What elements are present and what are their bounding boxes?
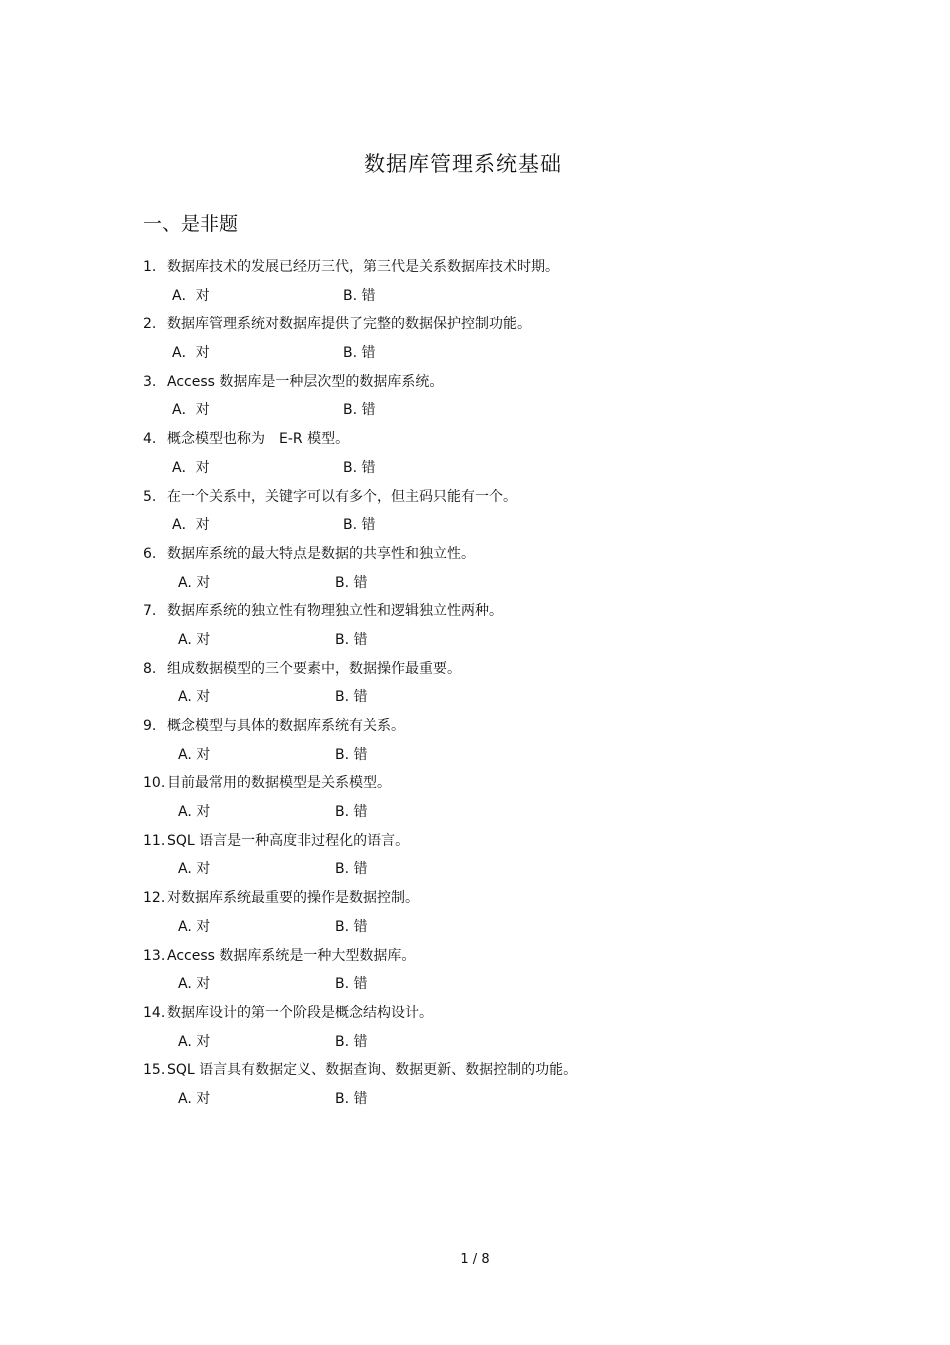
question-number: 11.: [143, 832, 166, 849]
question-number: 7.: [143, 603, 157, 620]
question-number: 14.: [143, 1004, 166, 1021]
option-a-true: A. 对: [178, 746, 211, 763]
question-number: 1.: [143, 259, 157, 275]
answer-options: [143, 399, 863, 428]
question-text: SQL 语言具有数据定义、数据查询、数据更新、数据控制的功能。: [167, 1062, 578, 1079]
answer-options: [143, 572, 863, 601]
option-a-true: A. 对: [178, 631, 211, 648]
question-line: [143, 428, 349, 450]
answer-options: [143, 858, 863, 887]
question-item: [143, 1002, 863, 1031]
question-line: [143, 715, 405, 737]
question-list: [143, 256, 863, 1117]
question-text: 概念模型也称为 E-R 模型。: [167, 431, 350, 448]
option-b-false: B. 错: [343, 402, 376, 419]
question-number: 8.: [143, 660, 157, 677]
option-b-false: B. 错: [335, 861, 368, 878]
question-item: [143, 887, 863, 916]
question-text: 组成数据模型的三个要素中，数据操作最重要。: [167, 660, 461, 677]
question-item: [143, 715, 863, 744]
option-a-true: A．对: [172, 459, 210, 476]
question-item: [143, 543, 863, 572]
option-a-true: A. 对: [178, 861, 211, 878]
question-text: 对数据库系统最重要的操作是数据控制。: [167, 890, 419, 907]
question-line: [143, 256, 559, 278]
question-line: [143, 600, 503, 622]
question-item: [143, 371, 863, 400]
option-b-false: B. 错: [335, 574, 368, 591]
answer-options: [143, 686, 863, 715]
option-b-false: B. 错: [343, 345, 376, 362]
question-line: [143, 772, 391, 794]
question-item: [143, 945, 863, 974]
question-text: Access 数据库系统是一种大型数据库。: [167, 947, 416, 964]
option-a-true: A. 对: [178, 574, 211, 591]
option-b-false: B. 错: [335, 631, 368, 648]
option-a-true: A. 对: [178, 918, 211, 935]
page-number: 1 / 8: [460, 1252, 490, 1267]
answer-options: [143, 916, 863, 945]
question-line: [143, 945, 415, 967]
question-number: 3.: [143, 373, 157, 390]
option-a-true: A. 对: [178, 1090, 211, 1107]
answer-options: [143, 1088, 863, 1117]
question-item: [143, 256, 863, 285]
question-line: [143, 658, 461, 680]
question-line: [143, 830, 409, 852]
question-line: [143, 371, 443, 393]
question-line: [143, 1059, 577, 1081]
option-a-true: A. 对: [178, 689, 211, 706]
option-b-false: B. 错: [335, 746, 368, 763]
question-text: 数据库管理系统对数据库提供了完整的数据保护控制功能。: [167, 316, 531, 333]
question-item: [143, 486, 863, 515]
question-text: 数据库设计的第一个阶段是概念结构设计。: [167, 1004, 433, 1021]
question-item: [143, 313, 863, 342]
answer-options: [143, 514, 863, 543]
option-b-false: B. 错: [335, 804, 368, 821]
question-line: [143, 1002, 433, 1024]
option-a-true: A. 对: [178, 1033, 211, 1050]
question-item: [143, 600, 863, 629]
section-title: 一、是非题: [143, 213, 239, 235]
question-number: 4.: [143, 431, 157, 448]
question-text: 数据库系统的独立性有物理独立性和逻辑独立性两种。: [167, 603, 503, 620]
question-text: 数据库技术的发展已经历三代，第三代是关系数据库技术时期。: [167, 259, 559, 275]
option-b-false: B. 错: [335, 1033, 368, 1050]
question-item: [143, 428, 863, 457]
option-b-false: B. 错: [335, 918, 368, 935]
option-b-false: B. 错: [335, 976, 368, 993]
question-number: 12.: [143, 890, 166, 907]
question-number: 13.: [143, 947, 166, 964]
question-text: SQL 语言是一种高度非过程化的语言。: [167, 832, 410, 849]
option-b-false: B. 错: [343, 459, 376, 476]
question-line: [143, 313, 531, 335]
option-a-true: A．对: [172, 517, 210, 534]
question-text: 在一个关系中，关键字可以有多个，但主码只能有一个。: [167, 488, 517, 505]
question-text: 目前最常用的数据模型是关系模型。: [167, 775, 391, 792]
question-line: [143, 543, 475, 565]
answer-options: [143, 973, 863, 1002]
option-b-false: B. 错: [335, 689, 368, 706]
question-text: Access 数据库是一种层次型的数据库系统。: [167, 373, 444, 390]
answer-options: [143, 629, 863, 658]
question-number: 9.: [143, 718, 157, 734]
question-number: 6.: [143, 545, 157, 562]
question-line: [143, 887, 419, 909]
option-a-true: A．对: [172, 345, 210, 362]
question-text: 数据库系统的最大特点是数据的共享性和独立性。: [167, 545, 475, 562]
question-number: 15.: [143, 1062, 166, 1079]
question-number: 10.: [143, 775, 166, 792]
question-line: [143, 486, 517, 508]
option-a-true: A．对: [172, 402, 210, 419]
option-a-true: A. 对: [178, 976, 211, 993]
question-item: [143, 830, 863, 859]
option-b-false: B. 错: [343, 287, 376, 304]
answer-options: [143, 801, 863, 830]
option-b-false: B. 错: [335, 1090, 368, 1107]
answer-options: [143, 1031, 863, 1060]
answer-options: [143, 285, 863, 314]
document-title: 数据库管理系统基础: [364, 152, 562, 176]
question-number: 5.: [143, 488, 157, 505]
option-a-true: A. 对: [178, 804, 211, 821]
question-item: [143, 772, 863, 801]
option-b-false: B. 错: [343, 517, 376, 534]
answer-options: [143, 457, 863, 486]
question-item: [143, 1059, 863, 1088]
answer-options: [143, 744, 863, 773]
answer-options: [143, 342, 863, 371]
question-item: [143, 658, 863, 687]
question-number: 2.: [143, 316, 157, 333]
option-a-true: A．对: [172, 287, 210, 304]
question-text: 概念模型与具体的数据库系统有关系。: [167, 718, 405, 734]
